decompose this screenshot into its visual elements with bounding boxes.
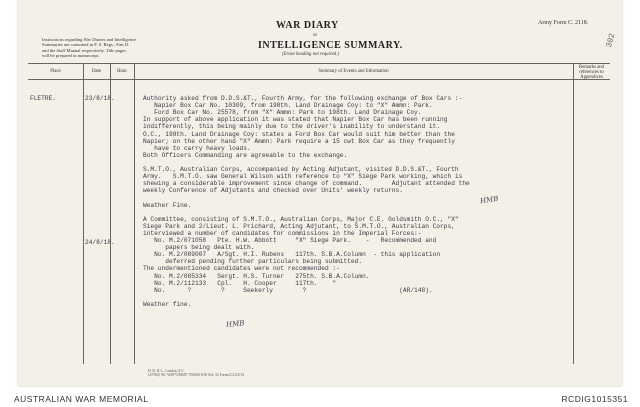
entry-line: weekly Conference of Adjutants and checked over Units' weekly returns.: [143, 187, 403, 195]
entry-line: No. ? ? Seekerly ? (AR/148).: [143, 286, 433, 294]
entry-line: Weather fine.: [143, 300, 192, 308]
entry-line: No. M.2/071058 Pte. H.W. Abbott "X" Siege Park. - Recommended and: [143, 237, 437, 244]
entry-line: S.M.T.O., Australian Corps, accompanied by Acting Adjutant, visited D.D.S.&T., Fourth: [143, 166, 459, 173]
column-header-summary: Summary of Events and Information: [318, 69, 389, 74]
title-intelligence-summary: INTELLIGENCE SUMMARY.: [258, 40, 403, 51]
entry-line: papers being dealt with.: [143, 244, 255, 252]
entry-line: Weather Fine.: [143, 201, 192, 209]
instructions-note: Instructions regarding War Diaries and Intelligence Summaries are contained in F. S. Regs., Part II. and the Staff Manual respectively. Title pages will be prepared in manuscript.: [42, 37, 137, 58]
title-war-diary: WAR DIARY: [276, 20, 339, 31]
entry-line: A Committee, consisting of S.M.T.O., Australian Corps, Major C.E. Goldsmith O.C., "X": [143, 215, 459, 223]
entry-date-24: 24/8/18.: [85, 239, 115, 246]
entry-line: Napier; on the other hand "X" Ammn: Park require a 15 cwt Box Car as they frequently: [143, 137, 455, 145]
entry-line: Both Officers Commanding are agreeable to the exchange.: [143, 151, 348, 159]
entry-line: In support of above application it was stated that Napier Box Car has been running: [143, 116, 448, 124]
entry-line: deferred pending further particulars being submitted.: [143, 258, 363, 266]
entry-place: FLETRE.: [30, 95, 56, 102]
entry-line: Authority asked from D.D.S.&T., Fourth Army, for the following exchange of Box Cars :-: [143, 95, 463, 102]
entry-line: indifferently, this being mainly due to the driver's inability to understand it.: [143, 123, 441, 131]
entry-line: shewing a considerable improvement since change of command. Adjutant attended the: [143, 180, 470, 188]
initials-handwritten: HMB: [479, 194, 499, 206]
column-header-hour: Hour: [117, 69, 127, 74]
entry-line: O.C., 198th. Land Drainage Coy: states a Ford Box Car would suit him better than the: [143, 130, 455, 138]
diary-page: [18, 0, 622, 386]
column-divider: [110, 64, 111, 364]
initials-handwritten: HMB: [225, 319, 245, 329]
entry-line: No. M.2/085334 Sergt. H.S. Turner 275th. S.B.A.Column.: [143, 272, 370, 280]
header-rule: [28, 79, 610, 80]
folio-number: 302: [604, 32, 618, 49]
entry-line: No. M.2/089007 A/Sgt. H.I. Rubens 117th. S.B.A.Column - this application: [143, 251, 441, 259]
institution-name: AUSTRALIAN WAR MEMORIAL: [14, 394, 149, 404]
column-header-date: Date: [91, 69, 102, 74]
entry-line: Army. S.M.T.O. saw General Wilson with reference to "X" Siege Park working, which is: [143, 173, 463, 181]
entry-line: Napier Box Car No. 10309, from 198th. Land Drainage Coy: to "X" Ammn: Park.: [143, 102, 433, 110]
column-header-place: Place: [50, 69, 61, 74]
entry-line: have to carry heavy loads.: [143, 144, 251, 152]
column-header-remarks: Remarks and references to Appendices: [578, 65, 605, 80]
army-form-number: Army Form C. 2118.: [538, 20, 589, 26]
title-or: or: [313, 33, 318, 38]
entry-line: No. M.2/112133 Cpl. H. Cooper 117th. ": [143, 279, 337, 287]
document-reference: RCDIG1015351: [561, 394, 628, 404]
entry-line: Ford Box Car No. 25578, from "X" Ammn: Park to 198th. Land Drainage Coy.: [143, 109, 422, 117]
entry-line: The undermentioned candidates were not recommended :-: [143, 265, 340, 273]
entry-line: Siege Park and 2/Lieut. L. Prichard, Acting Adjutant, to S.M.T.O., Australian Corps,: [143, 222, 455, 230]
column-divider: [83, 64, 84, 364]
entry-date-23: 23/8/18.: [85, 95, 115, 102]
entry-line: interviewed a number of candidates for commissions in the Imperial Forces:-: [143, 229, 422, 237]
erase-note: (Erase heading not required.): [282, 52, 339, 57]
printer-imprint: D. D. & L., London, E.C. (A7092) Wt. W4973/M687 750,000 8/16 Sch. 52 Forms/C2118/13.: [148, 369, 245, 378]
column-divider: [573, 64, 574, 364]
column-divider: [134, 64, 135, 364]
